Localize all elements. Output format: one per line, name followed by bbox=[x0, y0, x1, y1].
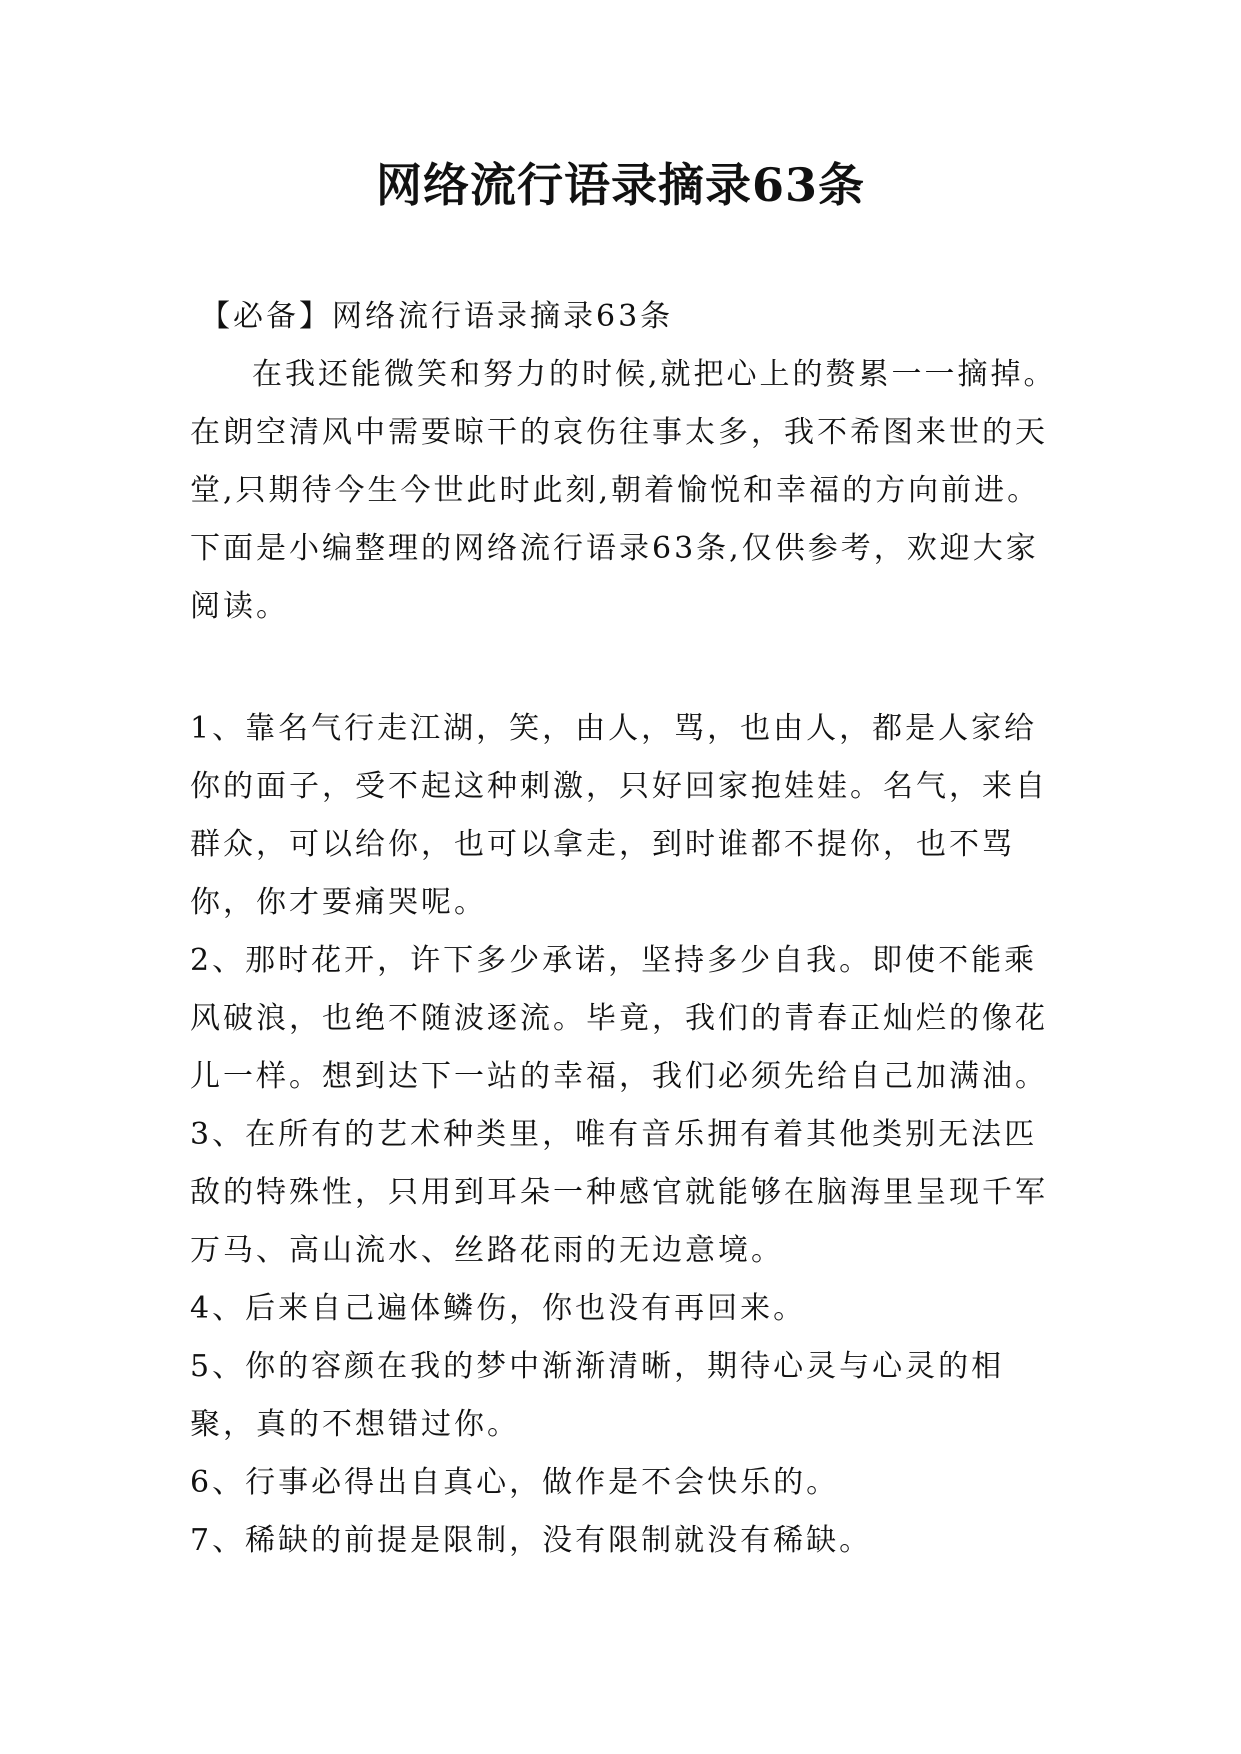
list-item-2: 2、那时花开，许下多少承诺，坚持多少自我。即使不能乘风破浪，也绝不随波逐流。毕竟，我们的青春正灿烂的像花儿一样。想到达下一站的幸福，我们必须先给自己加满油。 bbox=[190, 943, 1048, 1094]
intro-paragraph: 在我还能微笑和努力的时候,就把心上的赘累一一摘掉。在朗空清风中需要晾干的哀伤往事太多，我不希图来世的天堂,只期待今生今世此时此刻,朝着愉悦和幸福的方向前进。下面是小编整理的网络流行语录63条,仅供参考，欢迎大家阅读。 bbox=[190, 357, 1057, 624]
list-item-3: 3、在所有的艺术种类里，唯有音乐拥有着其他类别无法匹敌的特殊性，只用到耳朵一种感官就能够在脑海里呈现千军万马、高山流水、丝路花雨的无边意境。 bbox=[190, 1117, 1048, 1268]
paragraph-gap bbox=[190, 636, 1070, 700]
subtitle: 【必备】网络流行语录摘录63条 bbox=[200, 299, 674, 334]
list-item-1: 1、靠名气行走江湖，笑，由人，骂，也由人，都是人家给你的面子，受不起这种刺激，只好回家抱娃娃。名气，来自群众，可以给你，也可以拿走，到时谁都不提你，也不骂你，你才要痛哭呢。 bbox=[190, 711, 1048, 920]
list-item-4: 4、后来自己遍体鳞伤，你也没有再回来。 bbox=[190, 1291, 807, 1326]
page-title: 网络流行语录摘录63条 bbox=[375, 158, 865, 212]
list-item-5: 5、你的容颜在我的梦中渐渐清晰，期待心灵与心灵的相聚，真的不想错过你。 bbox=[190, 1349, 1005, 1442]
list-item-7: 7、稀缺的前提是限制，没有限制就没有稀缺。 bbox=[190, 1523, 873, 1558]
list-item-6: 6、行事必得出自真心，做作是不会快乐的。 bbox=[190, 1465, 840, 1500]
document-body bbox=[190, 288, 1070, 1570]
